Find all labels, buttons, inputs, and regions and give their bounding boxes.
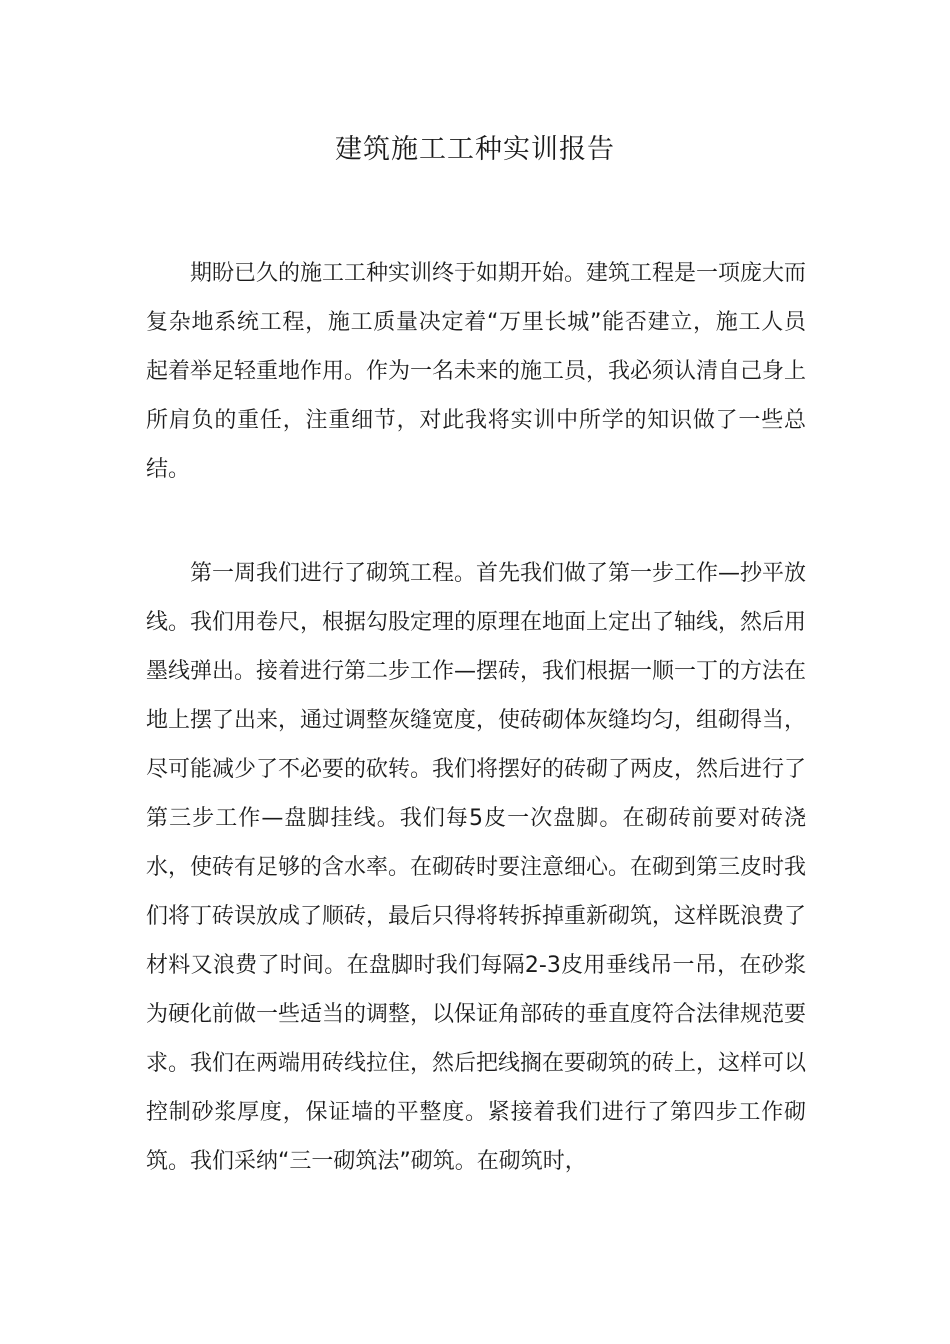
- page-title: 建筑施工工种实训报告: [335, 134, 615, 165]
- paragraph-masonry-week-one: 第一周我们进行了砌筑工程。首先我们做了第一步工作—抄平放线。我们用卷尺，根据勾股定理的原理在地面上定出了轴线，然后用墨线弹出。接着进行第二步工作—摆砖，我们根据一顺一丁的方法在地上摆了出来，通过调整灰缝宽度，使砖砌体灰缝均匀，组砌得当，尽可能减少了不必要的砍转。我们将摆好的砖砌了两皮，然后进行了第三步工作—盘脚挂线。我们每5皮一次盘脚。在砌砖前要对砖浇水，使砖有足够的含水率。在砌砖时要注意细心。在砌到第三皮时我们将丁砖误放成了顺砖，最后只得将转拆掉重新砌筑，这样既浪费了材料又浪费了时间。在盘脚时我们每隔2-3皮用垂线吊一吊，在砂浆为硬化前做一些适当的调整，以保证角部砖的垂直度符合法律规范要求。我们在两端用砖线拉住，然后把线搁在要砌筑的砖上，这样可以控制砂浆厚度，保证墙的平整度。紧接着我们进行了第四步工作砌筑。我们采纳“三一砌筑法”砌筑。在砌筑时，: [146, 561, 807, 1174]
- paragraph-intro: 期盼已久的施工工种实训终于如期开始。建筑工程是一项庞大而复杂地系统工程，施工质量决定着“万里长城”能否建立，施工人员起着举足轻重地作用。作为一名未来的施工员，我必须认清自己身上所肩负的重任，注重细节，对此我将实训中所学的知识做了一些总结。: [146, 261, 807, 482]
